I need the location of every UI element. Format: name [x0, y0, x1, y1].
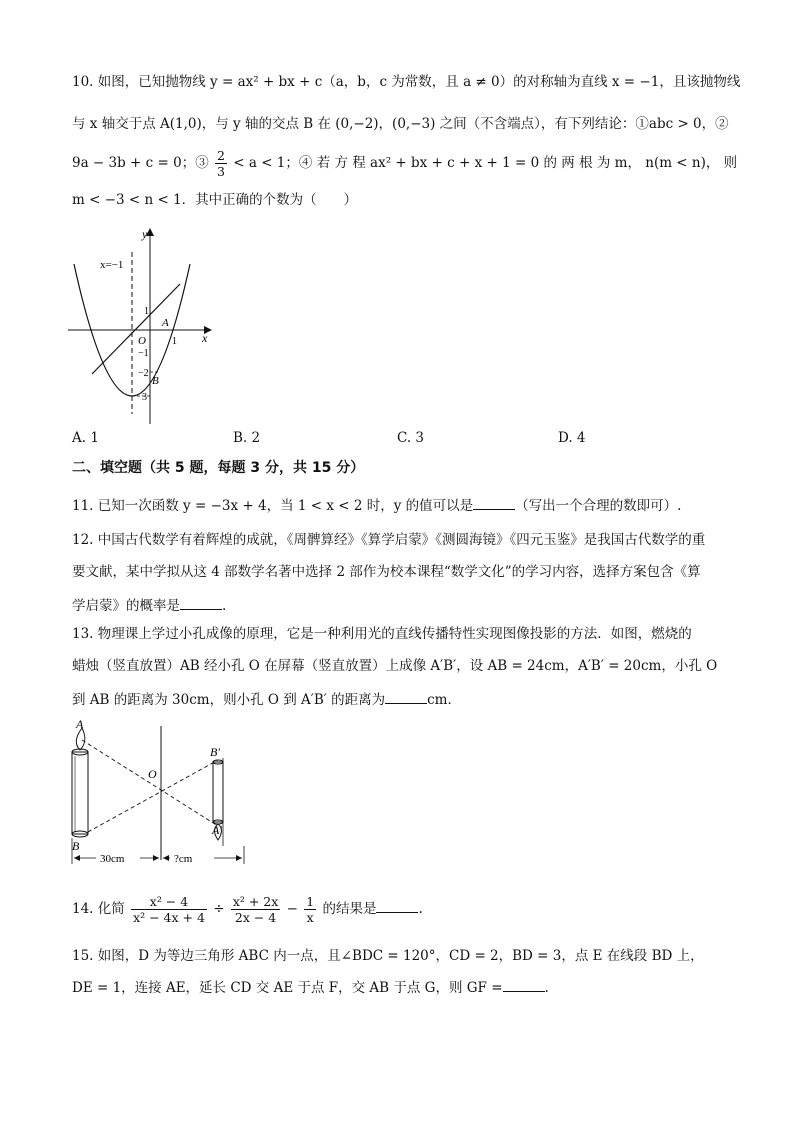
q14-fraction-2: [231, 894, 280, 925]
q14-answer-blank: [376, 897, 418, 913]
q13-line1: 13. 物理课上学过小孔成像的原理，它是一种利用光的直线传播特性实现图像投影的方法．如图，燃烧的: [72, 626, 692, 642]
q10-fraction: [215, 148, 227, 179]
q10-option-d: D. 4: [558, 430, 586, 446]
q14-prefix: 14. 化简: [72, 901, 125, 917]
q10-parabola-graph: [66, 224, 226, 434]
q10-option-a: A. 1: [72, 430, 99, 446]
q14-suffix: 的结果是: [322, 901, 377, 917]
candle-flame: [76, 728, 84, 750]
q14-f2-num: x² + 2x: [232, 894, 279, 909]
q11-text: 11. 已知一次函数 y = −3x + 4，当 1 < x < 2 时，y 的值可以是: [72, 498, 474, 514]
tick-x-1: 1: [172, 336, 177, 347]
q13-line3: [72, 688, 461, 710]
q10-line3: [72, 148, 737, 179]
q10-frac-den: 3: [217, 164, 225, 179]
label-origin: O: [138, 335, 146, 347]
q12-line3: [72, 594, 226, 616]
ray-top: [82, 740, 218, 826]
q10-option-c: C. 3: [397, 430, 425, 446]
q12-answer-blank: [180, 594, 222, 610]
q15-line2: [72, 976, 549, 998]
q13-answer-blank: [385, 688, 427, 704]
q14-fraction-3: [304, 894, 316, 925]
q14-op2: −: [286, 901, 298, 917]
label-30cm: 30cm: [100, 853, 125, 865]
label-x: x: [202, 331, 208, 345]
q11-tail: （写出一个合理的数即可）.: [515, 498, 682, 514]
tick-y-neg2: −2: [138, 368, 149, 379]
label-B: B: [152, 375, 159, 387]
label-symmetry: x=−1: [100, 259, 124, 271]
q10-line3a: 9a − 3b + c = 0；③: [72, 155, 209, 171]
q10-line4: m < −3 < n < 1．其中正确的个数为（ ）: [72, 192, 358, 208]
label-O: O: [148, 767, 157, 781]
label-A: A: [76, 718, 84, 731]
q12-line1: 12. 中国古代数学有着辉煌的成就，《周髀算经》《算学启蒙》《测圆海镜》《四元玉鉴》是我国古代数学的重: [72, 532, 706, 548]
label-A-prime: A′: [212, 823, 222, 837]
candle-body: [72, 752, 88, 834]
tick-y-neg1: −1: [138, 348, 149, 359]
q14-f3-num: 1: [306, 894, 315, 909]
image-candle: [213, 762, 223, 822]
label-B: B: [72, 839, 80, 853]
q15-tail: .: [544, 980, 549, 996]
q11-line: [72, 494, 681, 516]
q11-answer-blank: [473, 494, 515, 510]
q14-tail: .: [418, 901, 423, 917]
q12-tail: .: [222, 598, 227, 614]
label-y: y: [142, 227, 148, 241]
q14-f1-num: x² − 4: [131, 894, 207, 910]
q14-f3-den: x: [306, 910, 314, 925]
label-A: A: [162, 317, 169, 329]
q12-text: 学启蒙》的概率是: [72, 598, 180, 614]
label-B-prime: B′: [210, 745, 220, 759]
q14-line: [72, 894, 423, 925]
q15-text: DE = 1，连接 AE，延长 CD 交 AE 于点 F，交 AB 于点 G，则 GF =: [72, 980, 503, 996]
q13-pinhole-figure: [66, 718, 266, 868]
q13-tail: cm．: [427, 692, 461, 708]
line-y-x-plus-1: [92, 284, 180, 374]
q14-op1: ÷: [213, 901, 225, 917]
q10-frac-num: 2: [217, 148, 225, 163]
q10-line2: 与 x 轴交于点 A(1,0)，与 y 轴的交点 B 在 (0,−2)，(0,−3) 之间（不含端点），有下列结论：①abc > 0，②: [72, 116, 729, 132]
q13-text: 到 AB 的距离为 30cm，则小孔 O 到 A′B′ 的距离为: [72, 692, 386, 708]
q10-option-b: B. 2: [233, 430, 261, 446]
label-unknown-cm: ?cm: [174, 853, 193, 865]
q14-fraction-1: [131, 894, 207, 925]
q12-line2: 要文献，某中学拟从这 4 部数学名著中选择 2 部作为校本课程“数学文化”的学习内容，选择方案包含《算: [72, 564, 701, 580]
q10-line3b: < a < 1；④ 若 方 程 ax² + bx + c + x + 1 = 0 的 两 根 为 m， n(m < n)， 则: [233, 155, 738, 171]
q10-line1: 10. 如图，已知抛物线 y = ax² + bx + c（a，b，c 为常数，且 a ≠ 0）的对称轴为直线 x = −1，且该抛物线: [72, 74, 741, 90]
tick-y-1: 1: [144, 306, 149, 317]
q15-line1: 15. 如图，D 为等边三角形 ABC 内一点，且∠BDC = 120°，CD = 2，BD = 3，点 E 在线段 BD 上，: [72, 948, 704, 964]
section-heading-fill-blank: 二、填空题（共 5 题，每题 3 分，共 15 分）: [72, 460, 365, 476]
q13-line2: 蜡烛（竖直放置）AB 经小孔 O 在屏幕（竖直放置）上成像 A′B′，设 AB = 24cm，A′B′ = 20cm，小孔 O: [72, 658, 718, 674]
q14-f1-den: x² − 4x + 4: [133, 910, 205, 925]
q14-f2-den: 2x − 4: [234, 910, 277, 925]
q15-answer-blank: [503, 976, 545, 992]
tick-y-3: 3: [142, 392, 147, 403]
